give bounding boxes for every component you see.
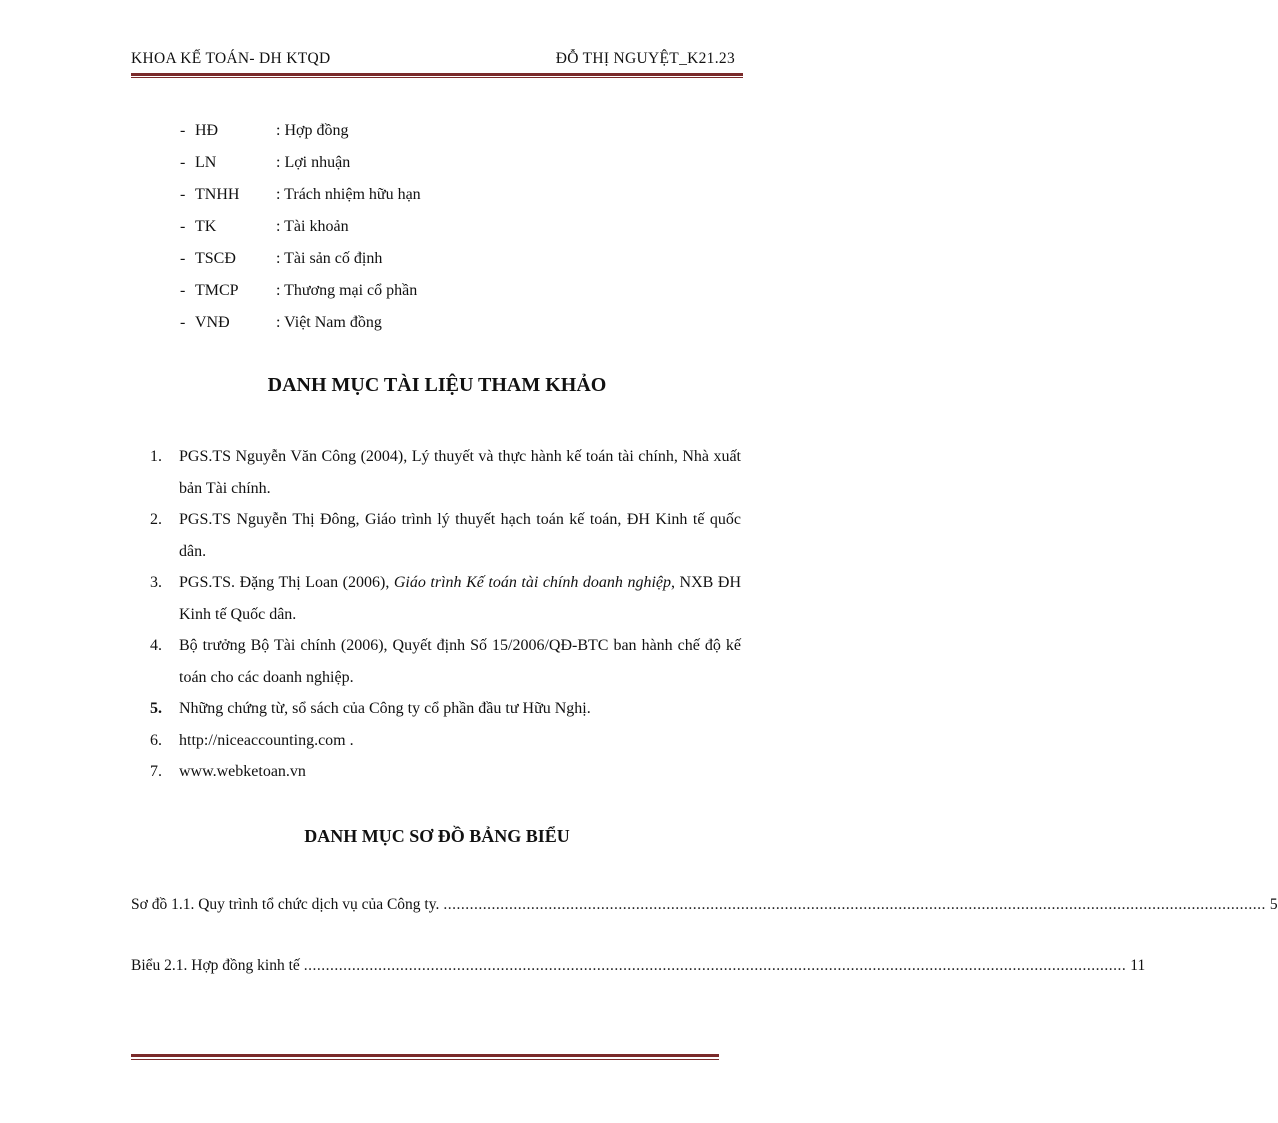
- diagrams-title: DANH MỤC SƠ ĐỒ BẢNG BIỂU: [304, 826, 570, 846]
- list-dash: -: [180, 186, 186, 203]
- list-dash: -: [180, 282, 186, 299]
- reference-item: [150, 725, 741, 757]
- abbreviation-meaning: : Thương mại cổ phần: [276, 282, 418, 299]
- reference-text-pre: PGS.TS. Đặng Thị Loan (2006),: [179, 574, 394, 591]
- reference-number: 1.: [150, 448, 162, 465]
- abbreviation-item: [180, 152, 600, 184]
- reference-item: [150, 504, 741, 567]
- abbreviation-code: TSCĐ: [195, 250, 236, 267]
- reference-text-post: , NXB ĐH Kinh tế Quốc dân.: [179, 574, 741, 623]
- reference-text: Những chứng từ, sổ sách của Công ty cổ phần đầu tư Hữu Nghị.: [179, 700, 591, 717]
- abbreviation-code: LN: [195, 154, 217, 171]
- reference-item: [150, 756, 741, 788]
- abbreviation-meaning: : Trách nhiệm hữu hạn: [276, 186, 421, 203]
- reference-book-title: Giáo trình Kế toán tài chính doanh nghiệp: [393, 574, 672, 591]
- toc-page-number: 11: [1130, 957, 1146, 974]
- header-faculty: KHOA KẾ TOÁN- DH KTQD: [131, 50, 331, 67]
- reference-text: www.webketoan.vn: [179, 763, 306, 780]
- reference-item: [150, 630, 741, 693]
- reference-text: PGS.TS Nguyễn Thị Đông, Giáo trình lý thuyết hạch toán kế toán, ĐH Kinh tế quốc dân.: [179, 511, 741, 560]
- abbreviation-code: VNĐ: [195, 314, 230, 331]
- abbreviation-code: TMCP: [195, 282, 239, 299]
- list-dash: -: [180, 218, 186, 235]
- header-author: ĐỖ THỊ NGUYỆT_K21.23: [555, 50, 735, 67]
- list-dash: -: [180, 250, 186, 267]
- reference-text: PGS.TS Nguyễn Văn Công (2004), Lý thuyết và thực hành kế toán tài chính, Nhà xuất bản Tài chính.: [179, 448, 741, 497]
- toc-leader: ............................................................................................................................................................................................: [303, 957, 1127, 974]
- abbreviation-meaning: : Lợi nhuận: [276, 154, 351, 171]
- abbreviation-code: TNHH: [195, 186, 240, 203]
- abbreviation-meaning: : Việt Nam đồng: [276, 314, 382, 331]
- toc-label: Biểu 2.1. Hợp đồng kinh tế: [131, 957, 300, 974]
- reference-list: [150, 441, 741, 788]
- abbreviation-meaning: : Hợp đồng: [276, 122, 349, 139]
- abbreviation-list: [180, 120, 600, 344]
- abbreviation-code: TK: [195, 218, 217, 235]
- abbreviation-item: [180, 184, 600, 216]
- reference-text: Bộ trưởng Bộ Tài chính (2006), Quyết định Số 15/2006/QĐ-BTC ban hành chế độ kế toán cho các doanh nghiệp.: [179, 637, 741, 686]
- toc-entry: [131, 896, 1278, 914]
- toc-label: Sơ đồ 1.1. Quy trình tổ chức dịch vụ của Công ty.: [131, 896, 440, 913]
- header-rule: [131, 73, 743, 78]
- reference-number: 4.: [150, 637, 162, 654]
- reference-number: 2.: [150, 511, 162, 528]
- toc-page-number: 5: [1269, 896, 1278, 913]
- list-dash: -: [180, 154, 186, 171]
- footer-rule: [131, 1054, 719, 1060]
- abbreviation-item: [180, 280, 600, 312]
- list-dash: -: [180, 122, 186, 139]
- reference-number: 5.: [150, 700, 162, 717]
- reference-item: [150, 567, 741, 630]
- abbreviation-meaning: : Tài sản cố định: [276, 250, 383, 267]
- reference-number: 7.: [150, 763, 162, 780]
- toc-leader: ............................................................................................................................................................................................: [443, 896, 1266, 913]
- reference-item: [150, 441, 741, 504]
- references-title: DANH MỤC TÀI LIỆU THAM KHẢO: [267, 374, 607, 396]
- page-header: [131, 50, 743, 72]
- reference-text: http://niceaccounting.com .: [179, 731, 354, 749]
- abbreviation-code: HĐ: [195, 122, 219, 139]
- list-dash: -: [180, 314, 186, 331]
- reference-number: 3.: [150, 574, 162, 591]
- toc-entry: [131, 957, 1146, 975]
- abbreviation-item: [180, 312, 600, 344]
- abbreviation-item: [180, 120, 600, 152]
- reference-number: 6.: [150, 731, 162, 749]
- abbreviation-item: [180, 248, 600, 280]
- abbreviation-meaning: : Tài khoản: [276, 218, 349, 235]
- abbreviation-item: [180, 216, 600, 248]
- reference-item: [150, 693, 741, 725]
